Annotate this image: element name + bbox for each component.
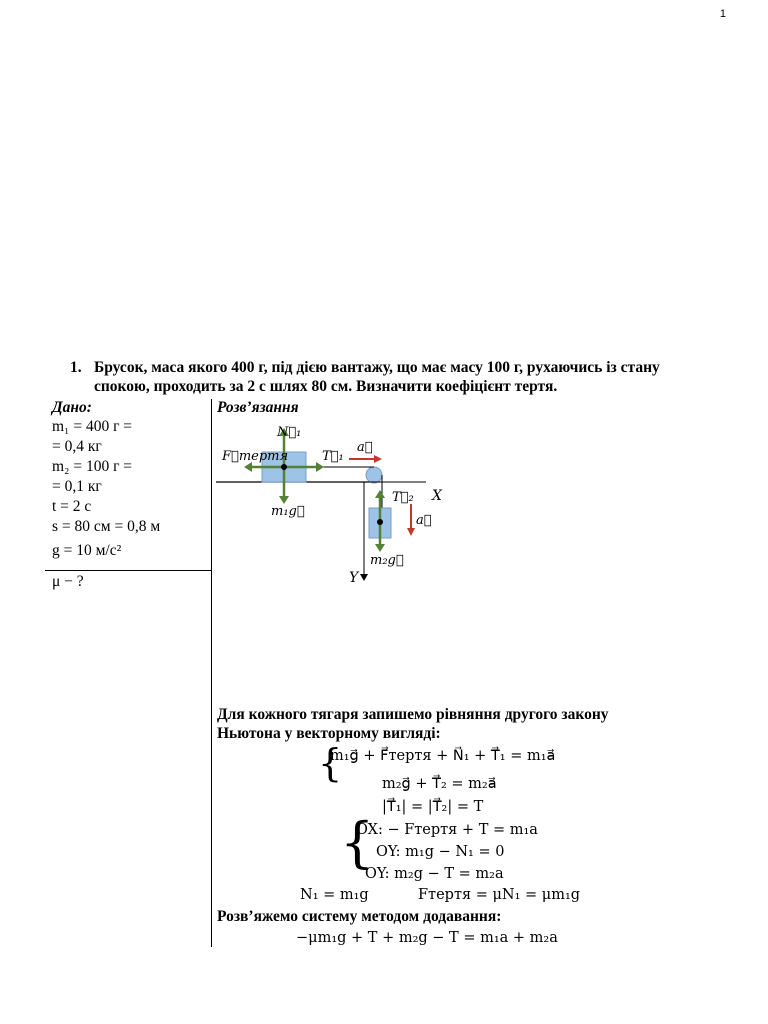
given-line: s = 80 см = 0,8 м bbox=[52, 518, 161, 535]
weight-2-head bbox=[375, 544, 385, 552]
problem-text-line-1: Брусок, маса якого 400 г, під дією вантажу, що має масу 100 г, рухаючись із стану bbox=[94, 359, 660, 376]
normal-force-label: N⃗₁ bbox=[277, 425, 302, 440]
normal-force-eq: N₁ = m₁g bbox=[300, 887, 369, 903]
acceleration-2-label: a⃗ bbox=[416, 513, 432, 528]
tension-2-label: T⃗₂ bbox=[392, 490, 414, 505]
y-axis-arrow bbox=[360, 574, 368, 581]
x-axis-label: X bbox=[432, 488, 442, 504]
system-1-eq-2: m₂g⃗ + T⃗₂ = m₂a⃗ bbox=[382, 776, 497, 792]
solve-method-text: Розв’яжемо систему методом додавання: bbox=[217, 908, 502, 925]
system-brace-1: { bbox=[318, 741, 343, 785]
projection-ox: OX: − Fтертя + T = m₁a bbox=[356, 822, 538, 838]
acceleration-1-head bbox=[374, 455, 382, 463]
given-line: = 0,1 кг bbox=[52, 478, 102, 495]
friction-label: F⃗тертя bbox=[222, 449, 289, 464]
system-brace-2: { bbox=[340, 811, 375, 874]
column-divider bbox=[211, 399, 212, 947]
para-line-1: Для кожного тягаря запишемо рівняння другого закону bbox=[217, 706, 609, 723]
given-line: = 0,4 кг bbox=[52, 438, 102, 455]
given-line: m₁ = 400 г = bbox=[52, 418, 133, 435]
projection-oy-1: OY: m₁g − N₁ = 0 bbox=[376, 844, 505, 860]
y-axis-label: Y bbox=[349, 570, 359, 586]
acceleration-1-label: a⃗ bbox=[357, 440, 373, 455]
projection-oy-2: OY: m₂g − T = m₂a bbox=[365, 866, 504, 882]
system-1-eq-1: m₁g⃗ + F⃗тертя + N⃗₁ + T⃗₁ = m₁a⃗ bbox=[330, 748, 556, 764]
force-diagram bbox=[214, 418, 454, 588]
pulley bbox=[366, 467, 382, 483]
acceleration-2-head bbox=[407, 528, 415, 536]
given-title: Дано: bbox=[52, 399, 92, 416]
friction-force-eq: Fтертя = μN₁ = μm₁g bbox=[418, 887, 581, 903]
problem-statement bbox=[70, 358, 730, 396]
given-line: m₂ = 100 г = bbox=[52, 458, 133, 475]
solution-title: Розв’язання bbox=[217, 399, 299, 416]
weight-1-head bbox=[279, 496, 289, 504]
para-line-2: Ньютона у векторному вигляді: bbox=[217, 725, 441, 742]
tension-2-head bbox=[375, 490, 385, 498]
given-line: t = 2 с bbox=[52, 498, 92, 515]
weight-1-label: m₁g⃗ bbox=[271, 504, 305, 519]
problem-number: 1. bbox=[70, 359, 82, 376]
block-1-center bbox=[281, 464, 287, 470]
given-divider bbox=[45, 570, 212, 571]
find-quantity: μ − ? bbox=[52, 573, 84, 590]
block-2-center bbox=[377, 519, 383, 525]
problem-text-line-2: спокою, проходить за 2 с шлях 80 см. Визначити коефіцієнт тертя. bbox=[94, 378, 558, 395]
weight-2-label: m₂g⃗ bbox=[370, 553, 404, 568]
final-equation: −μm₁g + T + m₂g − T = m₁a + m₂a bbox=[296, 930, 558, 946]
page-number: 1 bbox=[719, 8, 726, 20]
tension-1-label: T⃗₁ bbox=[322, 449, 344, 464]
abs-equality: |T⃗₁| = |T⃗₂| = T bbox=[382, 799, 484, 815]
given-line: g = 10 м/с² bbox=[52, 542, 122, 559]
